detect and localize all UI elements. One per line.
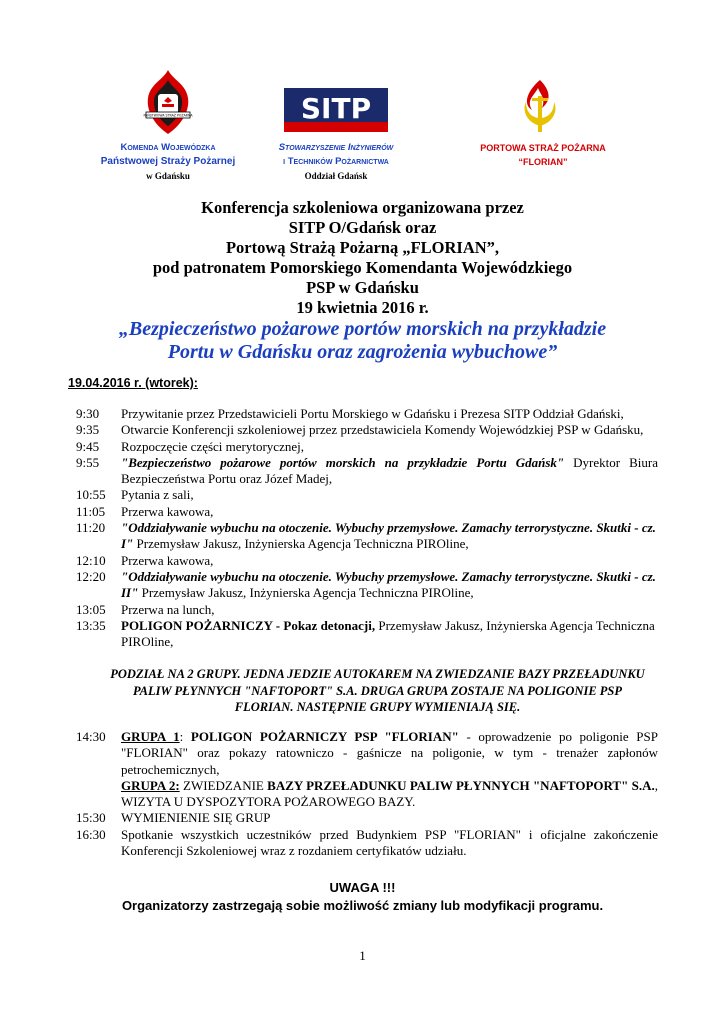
group-2-prefix: ZWIEDZANIE (179, 777, 268, 793)
row-text: Przerwa na lunch, (121, 601, 215, 617)
lecture-title: "Oddziaływanie wybuchu na otoczenie. Wybuchy przemysłowe. Zamachy terrorystyczne. Skutki - cz. I" (121, 520, 656, 552)
org-right (460, 141, 626, 169)
heading-line: SITP O/Gdańsk oraz (288, 218, 437, 237)
row-text: Przerwa kawowa, (121, 503, 214, 519)
row-time: 12:10 (76, 552, 106, 568)
date-line: 19.04.2016 r. (wtorek): (68, 376, 198, 390)
conference-subtitle (0, 318, 725, 364)
row-text (121, 569, 658, 602)
row-text: Przywitanie przez Przedstawicieli Portu Morskiego w Gdańsku i Prezesa SITP Oddział Gdański, (121, 406, 624, 421)
row-time: 11:05 (76, 503, 106, 519)
lecture-speaker: Dyrektor Biura Bezpieczeństwa Portu oraz Józef Madej, (121, 454, 659, 487)
heading-line: Konferencja szkoleniowa organizowana przez (201, 198, 524, 217)
row-text: Spotkanie wszystkich uczestników przed Budynkiem PSP "FLORIAN" i oficjalne zakończenie Konferencji Szkoleniowej wraz z rozdaniem certyfikatów udziału. (121, 826, 658, 859)
program-row (76, 504, 658, 520)
page-number: 1 (359, 948, 366, 963)
program-row (76, 553, 658, 569)
warning-title: UWAGA !!! (329, 880, 396, 895)
group-1-label: GRUPA 1 (121, 729, 180, 744)
group-2-title: BAZY PRZEŁADUNKU PALIW PŁYNNYCH "NAFTOPORT" S.A. (267, 777, 655, 793)
program-row (76, 520, 658, 553)
row-time: 14:30 (76, 729, 106, 744)
row-time: 16:30 (76, 826, 106, 842)
org-center-line2: i Techników Pożarnictwa (283, 156, 389, 167)
org-right-line2: “FLORIAN” (518, 157, 568, 167)
group-1-title: POLIGON POŻARNICZY PSP "FLORIAN" (190, 729, 459, 744)
row-text: Rozpoczęcie części merytorycznej, (121, 438, 304, 454)
warning-text: Organizatorzy zastrzegają sobie możliwość zmiany lub modyfikacji programu. (121, 898, 604, 913)
row-time: 10:55 (76, 487, 106, 503)
program-list (76, 406, 658, 650)
org-center-line1: Stowarzyszenie Inżynierów (278, 142, 394, 153)
org-left-line2: Państwowej Straży Pożarnej (100, 156, 236, 167)
subtitle-line: „Bezpieczeństwo pożarowe portów morskich na przykładzie (118, 318, 607, 340)
logo-psp (138, 68, 198, 138)
org-left-line1: Komenda Wojewódzka (120, 142, 216, 153)
program-row (76, 422, 658, 438)
lecture-title: "Bezpieczeństwo pożarowe portów morskich na przykładzie Portu Gdańsk" (121, 454, 565, 470)
lecture-speaker: Przemysław Jakusz, Inżynierska Agencja Techniczna PIROline, (121, 617, 655, 650)
org-left-line3: w Gdańsku (146, 171, 190, 181)
program-row (76, 827, 658, 860)
heading-line: 19 kwietnia 2016 r. (296, 298, 429, 317)
subtitle-line: Portu w Gdańsku oraz zagrożenia wybuchowe” (167, 341, 558, 363)
org-center-line3: Oddział Gdańsk (304, 171, 368, 181)
row-time: 13:35 (76, 617, 106, 633)
program-row (76, 455, 658, 488)
group-1-sep: : (179, 729, 191, 744)
row-time: 9:30 (76, 406, 100, 421)
row-text (121, 618, 658, 651)
group-division-note: PODZIAŁ NA 2 GRUPY. JEDNA JEDZIE AUTOKAREM NA ZWIEDZANIE BAZY PRZEŁADUNKU PALIW PŁYNNYCH "NAFTOPORT" S.A. DRUGA GRUPA ZOSTAJE NA POLIGONIE PSP FLORIAN. NASTĘPNIE GRUPY WYMIENIAJĄ SIĘ. (110, 667, 645, 714)
row-text (121, 520, 658, 553)
logo-sitp (284, 88, 388, 132)
row-time: 13:05 (76, 601, 106, 617)
group-2-label: GRUPA 2: (121, 777, 180, 793)
program-row (76, 602, 658, 618)
program-row (76, 729, 658, 810)
row-text (121, 455, 658, 488)
row-text: Pytania z sali, (121, 487, 194, 503)
row-time: 9:35 (76, 422, 100, 438)
row-text (121, 729, 658, 810)
lecture-speaker: Przemysław Jakusz, Inżynierska Agencja Techniczna PIROline, (133, 536, 469, 552)
org-center (236, 141, 436, 183)
program-row (76, 618, 658, 651)
row-time: 12:20 (76, 568, 106, 584)
program-list-2 (76, 729, 658, 859)
row-text: Przerwa kawowa, (121, 552, 214, 568)
group-1-desc: - oprowadzenie po poligonie PSP "FLORIAN" oraz pokazy ratowniczo - gaśnicze na poligonie, w tym - trenażer zapłonów petrochemicznych, (121, 729, 658, 777)
logo-sitp-mark: SITP (300, 92, 372, 125)
conference-heading (0, 198, 725, 318)
row-time: 11:20 (76, 520, 106, 536)
row-time: 15:30 (76, 810, 106, 826)
group-2-desc: , WIZYTA U DYSPOZYTORA POŻAROWEGO BAZY. (121, 777, 659, 810)
heading-line: Portową Strażą Pożarną „FLORIAN”, (225, 238, 500, 257)
program-row (76, 406, 658, 422)
row-time: 9:45 (76, 438, 100, 454)
lecture-title: "Oddziaływanie wybuchu na otoczenie. Wybuchy przemysłowe. Zamachy terrorystyczne. Skutki - cz. II" (121, 568, 656, 601)
row-time: 9:55 (76, 454, 100, 470)
lecture-speaker: Przemysław Jakusz, Inżynierska Agencja Techniczna PIROline, (138, 585, 474, 601)
org-right-line1: PORTOWA STRAŻ POŻARNA (480, 143, 606, 153)
program-row (76, 569, 658, 602)
logo-florian (512, 76, 568, 136)
program-row (76, 487, 658, 503)
row-text: WYMIENIENIE SIĘ GRUP (121, 810, 271, 826)
row-text: Otwarcie Konferencji szkoleniowej przez przedstawiciela Komendy Wojewódzkiej PSP w Gdańsku, (121, 422, 644, 438)
logo-psp-ribbon-text: PAŃSTWOWA STRAŻ POŻARNA (143, 113, 193, 118)
program-row (76, 810, 658, 826)
program-row (76, 439, 658, 455)
heading-line: pod patronatem Pomorskiego Komendanta Wojewódzkiego (152, 258, 573, 277)
heading-line: PSP w Gdańsku (306, 278, 419, 297)
lecture-title: POLIGON POŻARNICZY - Pokaz detonacji, (121, 617, 376, 633)
